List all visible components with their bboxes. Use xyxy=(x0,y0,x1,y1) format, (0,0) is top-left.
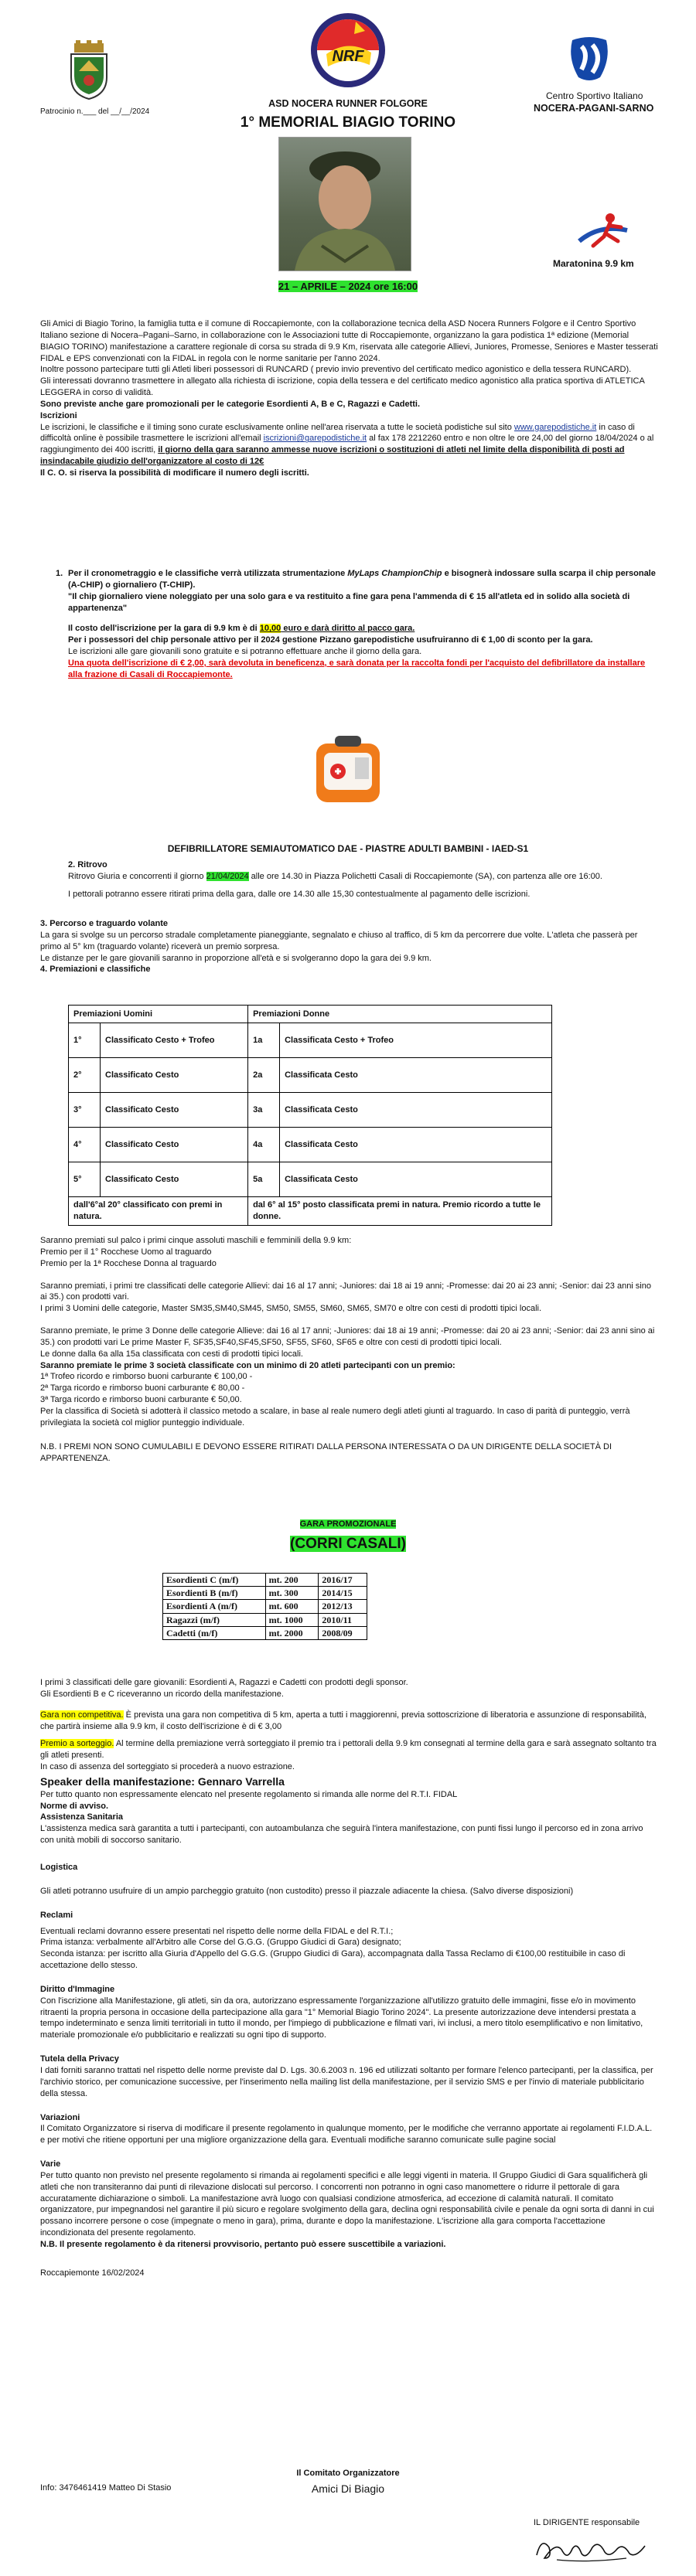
iscrizioni-note: Il C. O. si riserva la possibilità di modificare il numero degli iscritti. xyxy=(40,468,309,478)
norme-t1: Per tutto quanto non espressamente elencato nel presente regolamento si rimanda alle norme del R.T.I. FIDAL xyxy=(40,1789,458,1799)
point1-youth: Le iscrizioni alle gare giovanili sono gratuite e si potranno effettuare anche il giorno della gara. xyxy=(68,647,422,657)
variazioni-title: Variazioni xyxy=(40,2112,80,2122)
dirigente-label: IL DIRIGENTE responsabile xyxy=(534,2518,640,2527)
table-row: 5° Classificato Cesto 5a Classificata Cesto xyxy=(69,1162,552,1197)
table-row: 2° Classificato Cesto 2a Classificata Cesto xyxy=(69,1058,552,1093)
site-link[interactable]: www.garepodistiche.it xyxy=(513,422,597,432)
corri-casali-title: (CORRI CASALI) xyxy=(290,1536,406,1552)
intro-p1: Gli Amici di Biagio Torino, la famiglia tutta e il comune di Roccapiemonte, con la collaborazione tecnica della ASD Nocera Runners Folgore e il Centro Sportivo Italiano sezione di Nocera–Pagani–Sarno, in collaborazione con le Associazioni tutte di Roccapiemonte, organizzano la gara podistica 1ª edizione (Memorial BIAGIO TORINO) manifestazione a carattere regionale di corsa su strada di 9.9 Km, riservata alle categorie Allievi, Juniores, Promesse, Seniores e Master tesserati FIDAL e EPS convenzionati con la FIDAL in regola con le norme sanitarie per l'anno 2024. xyxy=(40,319,658,363)
premi-nb: N.B. I PREMI NON SONO CUMULABILI E DEVONO ESSERE RITIRATI DALLA PERSONA INTERESSATA O DA UN DIRIGENTE DELLA SOCIETÀ DI APPARTENENZA. xyxy=(40,1441,612,1463)
csi-line1: Centro Sportivo Italiano xyxy=(546,90,643,101)
point1-cost: Il costo dell'iscrizione per la gara di 9.9 km è di 10,00 euro e darà diritto al pacco gara. xyxy=(68,624,415,634)
reclami-t3: Seconda istanza: per iscritto alla Giuria d'Appello del G.G.G. (Gruppo Giudici di Gara), accompagnata dalla Tassa Reclamo di €100,00 restituibile in caso di accettazione dello stesso. xyxy=(40,1949,626,1971)
reclami-t2: Prima istanza: verbalmente all'Arbitro alle Corse del G.G.G. (Gruppo Giudici di Gara) designato; xyxy=(40,1938,401,1948)
percorso-t2: Le distanze per le gare giovanili saranno in proporzione all'età e si svolgeranno dopo la gara dei 9.9 km. xyxy=(40,953,432,963)
logistica-title: Logistica xyxy=(40,1863,78,1873)
speaker: Speaker della manifestazione: Gennaro Varrella xyxy=(40,1775,285,1788)
table-row: 4° Classificato Cesto 4a Classificata Cesto xyxy=(69,1128,552,1162)
nrf-logo-text: NRF xyxy=(332,48,364,65)
premiazioni-table xyxy=(68,1005,552,1226)
point1-charity: Una quota dell'iscrizione di € 2,00, sarà devoluta in beneficenza, e sarà donata per la raccolta fondi per l'acquisto del defibrillatore da installare alla frazione di Casali di Roccapiemonte. xyxy=(68,658,646,679)
comune-crest-icon xyxy=(63,40,114,100)
table-footer-row xyxy=(69,1197,552,1226)
categorie-donne: Saranno premiate, le prime 3 Donne delle categorie Allieve: dai 16 al 17 anni; -Juniores: dai 18 ai 19 anni; -Promesse: dai 20 ai 23 anni; -Senior: dai 23 anni sino ai 35.) con prodotti vari Le prime Master F, SF35,SF40,SF45,SF50, SF55, SF60, SF65 e oltre con cesti di prodotti tipici locali. xyxy=(40,1326,655,1347)
club-name: ASD NOCERA RUNNER FOLGORE xyxy=(268,98,428,109)
ritrovo-block xyxy=(68,859,656,900)
reclami-t1: Eventuali reclami dovranno essere presentati nel rispetto delle norme della FIDAL e del R.T.I.; xyxy=(40,1926,394,1936)
footer-donne: dal 6° al 15° posto classificata premi in natura. Premio ricordo a tutte le donne. xyxy=(248,1197,552,1226)
premiazioni-details xyxy=(40,1235,659,1464)
percorso-title: 3. Percorso e traguardo volante xyxy=(40,919,169,928)
point1-discount: Per i possessori del chip personale attivo per il 2024 gestione Pizzano garepodistiche usufruiranno di € 1,00 di sconto per la gara. xyxy=(68,635,593,645)
event-date: 21 – APRILE – 2024 ore 16:00 xyxy=(278,281,418,292)
csi-logo-icon xyxy=(558,31,620,88)
varie-text: Per tutto quanto non previsto nel presente regolamento si rimanda ai regolamenti specifici e alle leggi vigenti in materia. Il Gruppo Giudici di Gara squalificherà gli atleti che non transiteranno dai punti di rilevazione dislocati sul percorso. I concorrenti non potranno in ogni caso manomettere o ridurre il pettorale di gara accuratamente dichiarazione o simboli. La manifestazione avrà luogo con qualsiasi condizione atmosferica, ad eccezione di calamità naturali. Il comitato organizzatore, pur impegnandosi nel garantire il più sicuro e regolare svolgimento della gara, declina ogni responsabilità civile e penale da ogni sorta di danni in cui possano incorrere persone o cose (impegnate o meno in gara), prima, durante e dopo la manifestazione. L'iscrizione alla gara comporta l'accettazione incondizionata del presente regolamento. xyxy=(40,2170,654,2238)
societa-3: 3ª Targa ricordo e rimborso buoni carburante € 50,00. xyxy=(40,1395,242,1405)
header-uomini: Premiazioni Uomini xyxy=(69,1006,248,1023)
patrocinio-text: Patrocinio n.___ del __/__/2024 xyxy=(40,107,150,116)
premio-sorteggio: Premio a sorteggio. Al termine della premiazione verrà sorteggiato il premio tra i pettorali della 9.9 km consegnati al termine della gara e sarà assegnato soltanto tra gli atleti presenti. xyxy=(40,1739,657,1761)
premio-sorteggio-2: In caso di assenza del sorteggiato si procederà a nuovo estrazione. xyxy=(40,1762,295,1772)
percorso-block xyxy=(40,918,659,975)
point1-block xyxy=(68,568,656,681)
table-row: 1° Classificato Cesto + Trofeo 1a Classificata Cesto + Trofeo xyxy=(69,1023,552,1058)
table-row: Esordienti C (m/f) mt. 200 2016/17 xyxy=(163,1574,367,1587)
societa-metodo: Per la classifica di Società si adotterà il classico metodo a scalare, in base al reale numero degli atleti giunti al traguardo. In caso di parità di punteggio, verrà privilegiata la società col miglior punteggio individuale. xyxy=(40,1406,630,1428)
amici-label: Amici Di Biagio xyxy=(311,2482,385,2495)
privacy-text: I dati forniti saranno trattati nel rispetto delle norme previste dal D. Lgs. 30.6.2003 n. 196 ed utilizzati soltanto per formare l'elenco partecipanti, per la classifica, per l'archivio storico, per comunicazione successive, per l'inserimento nella mailing list della manifestazione, per il servizio SMS e per l'invio di materiale pubblicitario della stessa. xyxy=(40,2065,653,2098)
intro-p4: Sono previste anche gare promozionali per le categorie Esordienti A, B e C, Ragazzi e Cadetti. xyxy=(40,399,421,409)
marathon-label: Maratonina 9.9 km xyxy=(553,258,634,269)
immagine-title: Diritto d'Immagine xyxy=(40,1984,115,1994)
csi-line2: NOCERA-PAGANI-SARNO xyxy=(534,103,654,114)
table-row: Esordienti A (m/f) mt. 600 2012/13 xyxy=(163,1600,367,1613)
info-contact: Info: 3476461419 Matteo Di Stasio xyxy=(40,2483,172,2493)
donne-6-15: Le donne dalla 6a alla 15a classificata con cesti di prodotti tipici locali. xyxy=(40,1349,303,1359)
master-uomini: I primi 3 Uomini delle categorie, Master SM35,SM40,SM45, SM50, SM55, SM60, SM65, SM70 e oltre con cesti di prodotti tipici locali. xyxy=(40,1304,542,1314)
intro-p2: Inoltre possono partecipare tutti gli Atleti liberi possessori di RUNCARD ( previo invio preventivo del certificato medico agonistico e della tessera RUNCARD). xyxy=(40,365,632,375)
footer-uomini: dall'6°al 20° classificato con premi in natura. xyxy=(69,1197,248,1226)
place-date: Roccapiemonte 16/02/2024 xyxy=(40,2268,145,2278)
page-title: 1° MEMORIAL BIAGIO TORINO xyxy=(240,114,456,131)
table-row: Esordienti B (m/f) mt. 300 2014/15 xyxy=(163,1587,367,1600)
intro-p3: Gli interessati dovranno trasmettere in allegato alla richiesta di iscrizione, copia della tessera e del certificato medico agonistico alla pratica sportiva di ATLETICA LEGGERA in corso di validità. xyxy=(40,376,645,398)
societa-1: 1ª Trofeo ricordo e rimborso buoni carburante € 100,00 - xyxy=(40,1372,253,1382)
promo-details xyxy=(40,1677,659,2279)
logistica-text: Gli atleti potranno usufruire di un ampio parcheggio gratuito (non custodito) presso il piazzale adiacente la chiesa. (Salvo diverse disposizioni) xyxy=(40,1886,574,1896)
table-row: Cadetti (m/f) mt. 2000 2008/09 xyxy=(163,1626,367,1639)
varie-title: Varie xyxy=(40,2159,61,2169)
defibrillator-label: DEFIBRILLATORE SEMIAUTOMATICO DAE - PIASTRE ADULTI BAMBINI - IAED-S1 xyxy=(167,843,529,854)
signature-icon xyxy=(534,2532,650,2564)
societa-title: Saranno premiate le prime 3 società classificate con un minimo di 20 atleti partecipanti con un premio: xyxy=(40,1360,455,1370)
premiazioni-title: 4. Premiazioni e classifiche xyxy=(40,965,151,975)
rocchese-uomo: Premio per il 1° Rocchese Uomo al traguardo xyxy=(40,1247,212,1257)
table-row: 3° Classificato Cesto 3a Classificata Cesto xyxy=(69,1093,552,1128)
societa-2: 2ª Targa ricordo e rimborso buoni carburante € 80,00 - xyxy=(40,1383,245,1393)
immagine-text: Con l'iscrizione alla Manifestazione, gli atleti, sin da ora, autorizzano espressamente l'organizzazione all'utilizzo gratuito delle immagini, fisse e/o in movimento ritraenti la propria persona in occasione della partecipazione alla gara "1° Memorial Biagio Torino 2024". La presente autorizzazione deve intendersi prestata a tempo indeterminato e senza limiti territoriali in tutto il mondo, per l'impiego di pubblicazione e filmati vari, ivi inclusi, a mero titolo esemplificativo e non limitativo, materiale promozionale e/o pubblicitario e realizzati su ogni tipo di supporto. xyxy=(40,1996,643,2040)
memorial-photo xyxy=(278,137,411,271)
ritrovo-text: Ritrovo Giuria e concorrenti il giorno 21/04/2024 alle ore 14.30 in Piazza Polichetti Casali di Roccapiemonte (SA), con partenza alle ore 16:00. xyxy=(68,871,602,881)
comitato-label: Il Comitato Organizzatore xyxy=(296,2469,400,2478)
ritrovo-pettorali: I pettorali potranno essere ritirati prima della gara, dalle ore 14.30 alle 15,30 contestualmente al pagamento delle iscrizioni. xyxy=(68,889,531,899)
table-header-row xyxy=(69,1006,552,1023)
norme-t2: Norme di avviso. xyxy=(40,1801,109,1811)
ritrovo-title: 2. Ritrovo xyxy=(68,860,107,869)
categorie-table xyxy=(162,1573,367,1640)
reclami-title: Reclami xyxy=(40,1910,73,1920)
iscrizioni-text: Le iscrizioni, le classifiche e il timing sono curate esclusivamente online nell'area riservata a tutte le società podistiche sul sito www.garepodistiche.it in caso di difficoltà online è possibile trasmettere le iscrizioni all'email iscrizioni@garepodistiche.it al fax 178 2212260 entro e non oltre le ore 24,00 del giorno 18/04/2024 o al raggiungimento dei 400 iscritti, il giorno della gara saranno ammesse nuove iscrizioni o sostituzioni di atleti nel limite della disponibilità di posti ad insindacabile giudizio dell'organizzatore al costo di 12€ xyxy=(40,422,654,467)
table-row: Ragazzi (m/f) mt. 1000 2010/11 xyxy=(163,1613,367,1626)
defibrillator-icon xyxy=(312,736,384,807)
palco-text: Saranno premiati sul palco i primi cinque assoluti maschili e femminili della 9.9 km: xyxy=(40,1236,352,1245)
gara-promozionale-label: GARA PROMOZIONALE xyxy=(299,1519,397,1529)
promo-p1: I primi 3 classificati delle gare giovanili: Esordienti A, Ragazzi e Cadetti con prodotti degli sponsor. xyxy=(40,1678,408,1687)
intro-block xyxy=(40,318,659,479)
point1-chip: Per il cronometraggio e le classifiche verrà utilizzata strumentazione MyLaps ChampionChip e bisognerà indossare sulla scarpa il chip personale (A-CHIP) o giornaliero (T-CHIP). xyxy=(68,569,656,590)
non-competitiva: Gara non competitiva. È prevista una gara non competitiva di 5 km, aperta a tutti i maggiorenni, previa sottoscrizione di liberatoria e assunzione di responsabilità, che partirà insieme alla 9.9 km, il costo dell'iscrizione è di € 3,00 xyxy=(40,1710,647,1731)
point1-chip-note: "Il chip giornaliero viene noleggiato per una solo gara e va restituito a fine gara pena l'ammenda di € 15 all'atleta ed in solido alla società di appartenenza" xyxy=(68,591,630,613)
assistenza-text: L'assistenza medica sarà garantita a tutti i partecipanti, con autoambulanza che seguirà l'intera manifestazione, con punti fissi lungo il percorso ed in zona arrivo con unità mobili di soccorso sanitario. xyxy=(40,1824,643,1846)
rocchese-donna: Premio per la 1ª Rocchese Donna al traguardo xyxy=(40,1258,217,1268)
point1-number: 1. xyxy=(56,569,63,578)
categorie-uomini: Saranno premiati, i primi tre classificati delle categorie Allievi: dai 16 al 17 anni; -Juniores: dai 18 ai 19 anni; -Promesse: dai 20 ai 23 anni; -Senior: dai 23 anni sino ai 35.) con prodotti vari. xyxy=(40,1281,651,1302)
varie-nb: N.B. Il presente regolamento è da ritenersi provvisorio, pertanto può essere suscettibile a variazioni. xyxy=(40,2239,446,2249)
iscrizioni-title: Iscrizioni xyxy=(40,410,77,420)
email-link[interactable]: iscrizioni@garepodistiche.it xyxy=(263,434,367,444)
runner-logo-icon xyxy=(576,210,630,254)
variazioni-text: Il Comitato Organizzatore si riserva di modificare il presente regolamento in qualunque momento, per le modifiche che verranno apportate ai regolamenti F.I.D.A.L. e per motivi che ritiene opportuni per una migliore organizzazione della gara. Eventuali modifiche saranno comunicate sulle pagine social xyxy=(40,2124,653,2146)
header-donne: Premiazioni Donne xyxy=(248,1006,552,1023)
assistenza-title: Assistenza Sanitaria xyxy=(40,1812,123,1822)
percorso-t1: La gara si svolge su un percorso stradale completamente pianeggiante, segnalato e chiuso al traffico, di 5 km da percorrere due volte. L'atleta che passerà per primo al 5° km (traguardo volante) riceverà un premio sorpresa. xyxy=(40,930,638,951)
privacy-title: Tutela della Privacy xyxy=(40,2054,119,2064)
promo-p2: Gli Esordienti B e C riceveranno un ricordo della manifestazione. xyxy=(40,1689,284,1699)
